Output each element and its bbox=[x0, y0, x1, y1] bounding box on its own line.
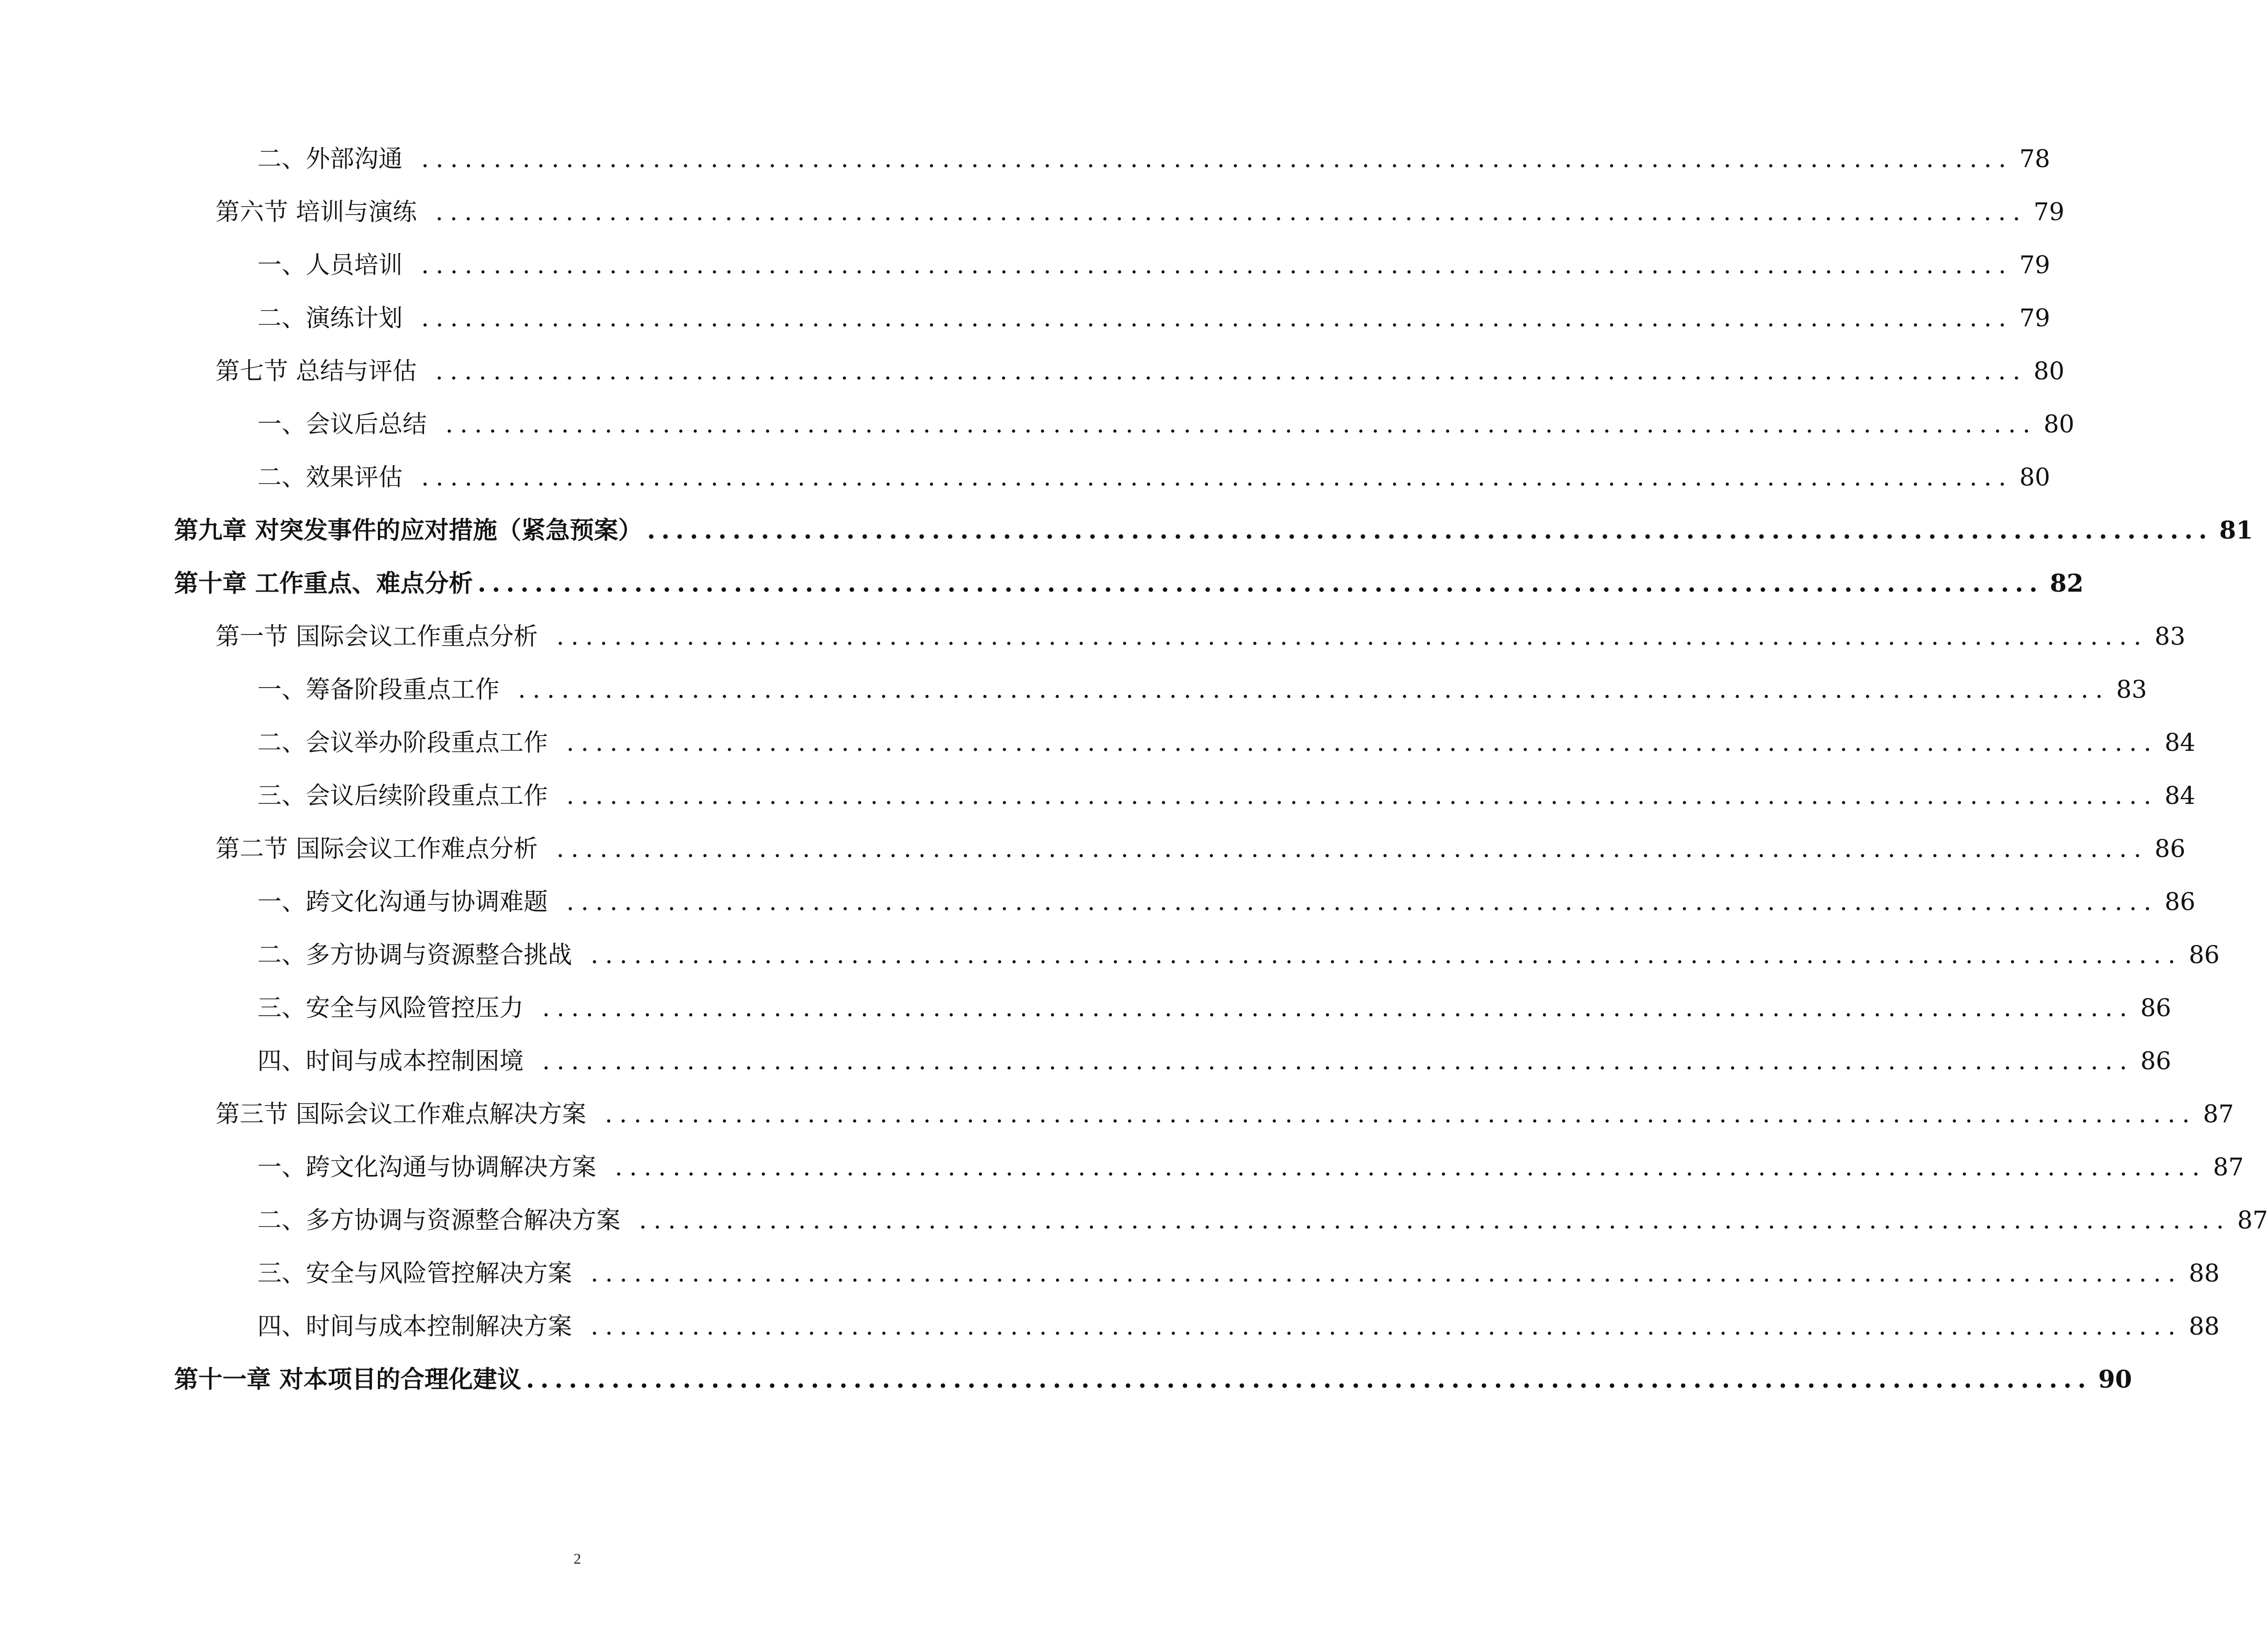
toc-entry-page: 86 bbox=[2140, 994, 2172, 1022]
toc-entry[interactable] bbox=[257, 1149, 2244, 1186]
toc-entry[interactable] bbox=[215, 353, 2065, 390]
toc-entry-page: 80 bbox=[2033, 358, 2065, 385]
toc-entry-label: 一、跨文化沟通与协调难题 bbox=[257, 888, 548, 916]
toc-entry-label: 第一节 国际会议工作重点分析 bbox=[215, 623, 538, 651]
toc-entry-page: 83 bbox=[2116, 676, 2147, 704]
toc-entry-label: 第三节 国际会议工作难点解决方案 bbox=[215, 1100, 586, 1128]
toc-entry-page: 80 bbox=[2019, 464, 2051, 492]
toc-entry[interactable] bbox=[257, 1255, 2220, 1292]
toc-entry[interactable] bbox=[174, 512, 2253, 549]
toc-entry[interactable] bbox=[174, 1361, 2132, 1398]
toc-entry[interactable] bbox=[257, 884, 2196, 921]
toc-entry[interactable] bbox=[257, 247, 2051, 284]
toc-entry-label: 第十章 工作重点、难点分析 bbox=[174, 569, 473, 598]
dot-leader: .............................................................................................................. bbox=[566, 782, 2158, 810]
toc-entry-page: 79 bbox=[2019, 251, 2051, 279]
dot-leader: .............................................................................................................. bbox=[478, 569, 2044, 598]
dot-leader: .............................................................................................................. bbox=[526, 1365, 2092, 1394]
toc-entry-label: 三、会议后续阶段重点工作 bbox=[257, 782, 548, 810]
toc-entry-label: 第二节 国际会议工作难点分析 bbox=[215, 835, 538, 863]
dot-leader: .............................................................................................................. bbox=[435, 198, 2027, 226]
dot-leader: .............................................................................................................. bbox=[615, 1154, 2207, 1181]
toc-entry-label: 二、演练计划 bbox=[257, 304, 403, 332]
dot-leader: .............................................................................................................. bbox=[556, 835, 2148, 863]
toc-entry-page: 86 bbox=[2140, 1047, 2172, 1075]
toc-entry-page: 80 bbox=[2043, 411, 2075, 439]
toc-entry[interactable] bbox=[257, 724, 2196, 762]
dot-leader: .............................................................................................................. bbox=[542, 1047, 2134, 1075]
toc-entry[interactable] bbox=[215, 1096, 2234, 1133]
toc-entry-page: 84 bbox=[2164, 782, 2196, 810]
toc-entry-label: 四、时间与成本控制困境 bbox=[257, 1047, 524, 1075]
toc-entry-label: 第九章 对突发事件的应对措施（紧急预案） bbox=[174, 516, 643, 545]
toc-entry-label: 三、安全与风险管控压力 bbox=[257, 994, 524, 1022]
toc-entry[interactable] bbox=[257, 1308, 2220, 1345]
toc-entry[interactable] bbox=[257, 459, 2051, 496]
toc-entry-page: 88 bbox=[2188, 1313, 2220, 1341]
toc-entry[interactable] bbox=[257, 1202, 2268, 1239]
toc-entry-label: 三、安全与风险管控解决方案 bbox=[257, 1260, 572, 1288]
dot-leader: .............................................................................................................. bbox=[445, 411, 2037, 439]
toc-entry-label: 第十一章 对本项目的合理化建议 bbox=[174, 1365, 522, 1394]
toc-entry[interactable] bbox=[215, 830, 2186, 868]
toc-entry-label: 二、外部沟通 bbox=[257, 145, 403, 173]
dot-leader: .............................................................................................................. bbox=[591, 941, 2182, 969]
toc-entry-label: 四、时间与成本控制解决方案 bbox=[257, 1313, 572, 1341]
toc-entry-page: 86 bbox=[2154, 835, 2186, 863]
dot-leader: .............................................................................................................. bbox=[542, 994, 2134, 1022]
dot-leader: .............................................................................................................. bbox=[566, 729, 2158, 757]
toc-entry[interactable] bbox=[257, 777, 2196, 815]
toc-entry-page: 86 bbox=[2188, 941, 2220, 969]
toc-entry[interactable] bbox=[174, 565, 2084, 602]
toc-entry[interactable] bbox=[215, 194, 2065, 231]
toc-entry[interactable] bbox=[257, 990, 2172, 1027]
dot-leader: .............................................................................................................. bbox=[435, 358, 2027, 385]
toc-entry[interactable] bbox=[257, 406, 2075, 443]
toc-entry-page: 87 bbox=[2237, 1207, 2268, 1235]
dot-leader: .............................................................................................................. bbox=[566, 888, 2158, 916]
toc-entry-page: 78 bbox=[2019, 145, 2051, 173]
toc-entry-label: 二、效果评估 bbox=[257, 464, 403, 492]
toc-entry-page: 87 bbox=[2213, 1154, 2244, 1181]
toc-entry-label: 一、人员培训 bbox=[257, 251, 403, 279]
toc-entry-label: 二、会议举办阶段重点工作 bbox=[257, 729, 548, 757]
page-number: 2 bbox=[573, 1550, 581, 1567]
dot-leader: .............................................................................................................. bbox=[639, 1207, 2231, 1235]
toc-entry-page: 87 bbox=[2203, 1100, 2234, 1128]
toc-entry-label: 二、多方协调与资源整合挑战 bbox=[257, 941, 572, 969]
toc-entry-page: 86 bbox=[2164, 888, 2196, 916]
dot-leader: .............................................................................................................. bbox=[591, 1260, 2182, 1288]
toc-entry-label: 二、多方协调与资源整合解决方案 bbox=[257, 1207, 621, 1235]
toc-entry[interactable] bbox=[257, 671, 2147, 709]
toc-entry[interactable] bbox=[257, 1043, 2172, 1080]
toc-entry-page: 81 bbox=[2219, 516, 2253, 545]
toc-entry-page: 83 bbox=[2154, 623, 2186, 651]
toc-entry-page: 90 bbox=[2098, 1365, 2132, 1394]
dot-leader: .............................................................................................................. bbox=[421, 304, 2013, 332]
dot-leader: .............................................................................................................. bbox=[591, 1313, 2182, 1341]
toc-entry-label: 一、筹备阶段重点工作 bbox=[257, 676, 500, 704]
toc-entry[interactable] bbox=[215, 618, 2186, 655]
toc-entry-page: 79 bbox=[2033, 198, 2065, 226]
toc-entry[interactable] bbox=[257, 141, 2051, 178]
toc-entry-label: 第六节 培训与演练 bbox=[215, 198, 417, 226]
dot-leader: .............................................................................................................. bbox=[421, 251, 2013, 279]
toc-entry-label: 第七节 总结与评估 bbox=[215, 358, 417, 385]
toc-entry-label: 一、跨文化沟通与协调解决方案 bbox=[257, 1154, 597, 1181]
dot-leader: .............................................................................................................. bbox=[647, 516, 2213, 545]
toc-entry-page: 82 bbox=[2050, 569, 2084, 598]
dot-leader: .............................................................................................................. bbox=[421, 464, 2013, 492]
toc-entry[interactable] bbox=[257, 300, 2051, 337]
toc-entry-page: 88 bbox=[2188, 1260, 2220, 1288]
toc-entry-label: 一、会议后总结 bbox=[257, 411, 427, 439]
dot-leader: .............................................................................................................. bbox=[556, 623, 2148, 651]
dot-leader: .............................................................................................................. bbox=[421, 145, 2013, 173]
toc-entry-page: 84 bbox=[2164, 729, 2196, 757]
dot-leader: .............................................................................................................. bbox=[605, 1100, 2197, 1128]
dot-leader: .............................................................................................................. bbox=[518, 676, 2110, 704]
toc-entry-page: 79 bbox=[2019, 304, 2051, 332]
toc-entry[interactable] bbox=[257, 937, 2220, 974]
